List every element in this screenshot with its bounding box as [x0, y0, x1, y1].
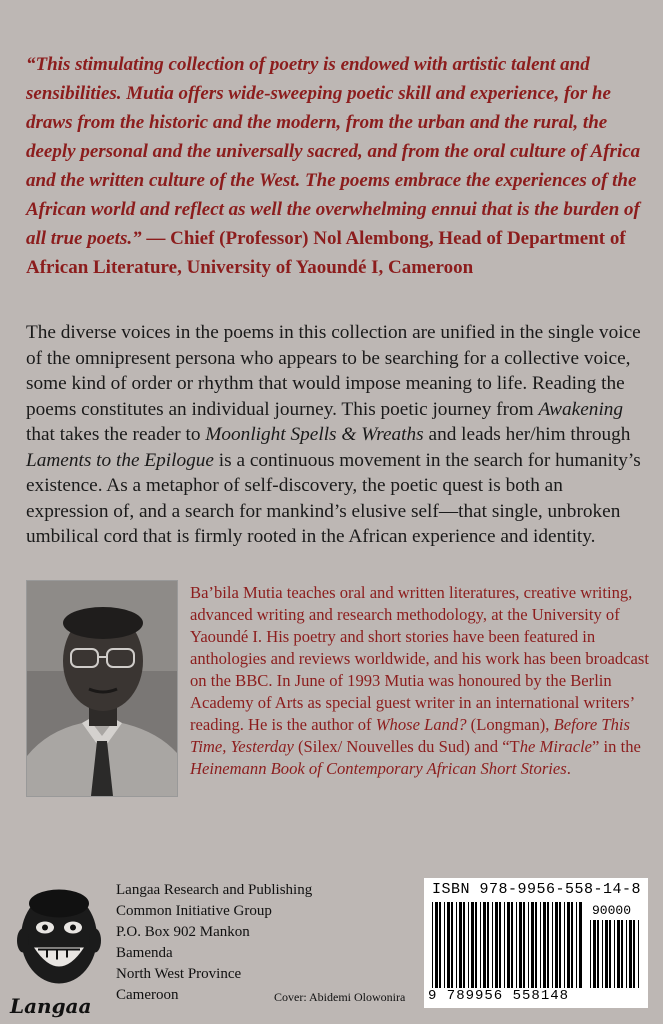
barcode-bar [579, 902, 582, 988]
isbn-label: ISBN 978-9956-558-14-8 [432, 881, 642, 898]
barcode-bar [511, 902, 513, 988]
publisher-line: Langaa Research and Publishing [116, 882, 313, 898]
barcode-bar [567, 902, 570, 988]
barcode-bar [435, 902, 438, 988]
barcode-digits: 9 789956 558148 [428, 988, 570, 1004]
barcode-bar [614, 920, 615, 988]
quote-text: “This stimulating collection of poetry is endowed with artistic talent and sensibilities. Mutia offers wide-sweeping poetic skill and experience, for he draws from the historic and the modern, from the urban and the rural, the deeply personal and the universally sacred, and from the oral culture of Africa and the written culture of the West. The poems embrace the experiences of the African world and reflect as well the overwhelming ennui that is the burden of all true poets.” [26, 54, 641, 249]
barcode-bar [602, 920, 603, 988]
publisher-line: P.O. Box 902 Mankon [116, 924, 250, 940]
cover-credit: Cover: Abidemi Olowonira [274, 990, 406, 1004]
barcode-bar [543, 902, 546, 988]
quote-attribution: — Chief (Professor) Nol Alembong, Head of Department of African Literature, University of Yaoundé I, Cameroon [26, 228, 626, 278]
bio-title: he Miracle [519, 737, 593, 756]
barcode-bar [576, 902, 577, 988]
barcode-bars [432, 902, 582, 988]
barcode-bar [605, 920, 608, 988]
barcode-bar [593, 920, 596, 988]
barcode-bar [597, 920, 599, 988]
addon-barcode-bars [590, 920, 642, 988]
bio-title: Heinemann Book of Contemporary African Short Stories [190, 759, 567, 778]
barcode-bar [519, 902, 522, 988]
blurb-title-awakening: Awakening [538, 398, 624, 420]
publisher-line: Bamenda [116, 945, 173, 961]
barcode-bar [463, 902, 465, 988]
bio-text: (Silex/ Nouvelles du Sud) and “T [293, 737, 520, 756]
blurb-text: The diverse voices in the poems in this collection are unified in the single voice of the omnipresent persona who appears to be searching for a collective voice, some kind of order or rhythm that would impose meaning to life. Reading the poems constitutes an individual journey. This poetic journey from [26, 322, 641, 420]
author-photo [26, 580, 178, 797]
barcode-addon-digits: 90000 [592, 903, 632, 918]
barcode-bar [609, 920, 611, 988]
blurb-title-laments: Laments to the Epilogue [26, 449, 214, 471]
bio-text: ” in the [592, 737, 641, 756]
barcode-bar [535, 902, 537, 988]
publisher-line: Cameroon [116, 987, 179, 1003]
barcode-bar [492, 902, 493, 988]
barcode-bar [495, 902, 498, 988]
barcode-bar [487, 902, 489, 988]
barcode-bar [552, 902, 553, 988]
barcode-bar [475, 902, 477, 988]
barcode-bar [528, 902, 529, 988]
barcode-bar [439, 902, 441, 988]
bio-text: (Longman), [466, 715, 554, 734]
barcode-bar [516, 902, 517, 988]
bio-text: . [566, 759, 571, 778]
barcode-bar [451, 902, 453, 988]
barcode-bar [456, 902, 457, 988]
barcode-bar [571, 902, 573, 988]
barcode-bar [444, 902, 445, 988]
barcode-bar [480, 902, 481, 988]
barcode-bar [459, 902, 462, 988]
barcode-bar [523, 902, 525, 988]
author-bio [190, 582, 652, 780]
barcode-bar [555, 902, 558, 988]
book-blurb [26, 320, 642, 550]
bio-title: Whose Land? [375, 715, 467, 734]
barcode-bar [547, 902, 549, 988]
barcode-bar [468, 902, 469, 988]
barcode-bar [617, 920, 620, 988]
barcode-bar [621, 920, 623, 988]
blurb-text: that takes the reader to [26, 424, 206, 445]
barcode-bar [564, 902, 565, 988]
bio-text: Ba’bila Mutia teaches oral and written literatures, creative writing, advanced writing and research methodology, at the University of Yaoundé I. His poetry and short stories have been featured in anthologies and reviews worldwide, and his work has been broadcast on the BBC. In June of 1993 Mutia was honoured by the Berlin Academy of Arts as special guest writer in an international writers’ reading. He is the author of [190, 583, 649, 734]
barcode-bar [531, 902, 534, 988]
barcode-bar [499, 902, 501, 988]
barcode-bar [504, 902, 505, 988]
publisher-line: Common Initiative Group [116, 903, 272, 919]
barcode-bar [432, 902, 433, 988]
publisher-line: North West Province [116, 966, 242, 982]
praise-quote [26, 50, 642, 282]
author-portrait-icon [27, 581, 177, 796]
barcode-bar [629, 920, 632, 988]
barcode-bar [590, 920, 591, 988]
barcode-bar [638, 920, 639, 988]
barcode-bar [507, 902, 510, 988]
blurb-title-moonlight: Moonlight Spells & Wreaths [205, 424, 424, 445]
barcode-bar [471, 902, 474, 988]
laughing-mask-logo-icon [14, 878, 104, 1008]
barcode-bar [559, 902, 561, 988]
barcode-bar [540, 902, 541, 988]
barcode-bar [483, 902, 486, 988]
barcode-bar [626, 920, 627, 988]
bio-title: Before This Time, Yesterday [190, 715, 630, 756]
barcode-bar [447, 902, 450, 988]
blurb-text: is a continuous movement in the search for humanity’s existence. As a metaphor of self-discovery, the poetic quest is both an expression of, and a search for mankind’s elusive self—that single, unbroken umbilical cord that is firmly rooted in the African experience and identity. [26, 449, 641, 547]
publisher-address [116, 880, 312, 1006]
isbn-barcode [424, 878, 648, 1008]
blurb-text: and leads her/him through [423, 424, 631, 445]
publisher-logo-word: Langaa [10, 994, 92, 1018]
barcode-bar [633, 920, 635, 988]
